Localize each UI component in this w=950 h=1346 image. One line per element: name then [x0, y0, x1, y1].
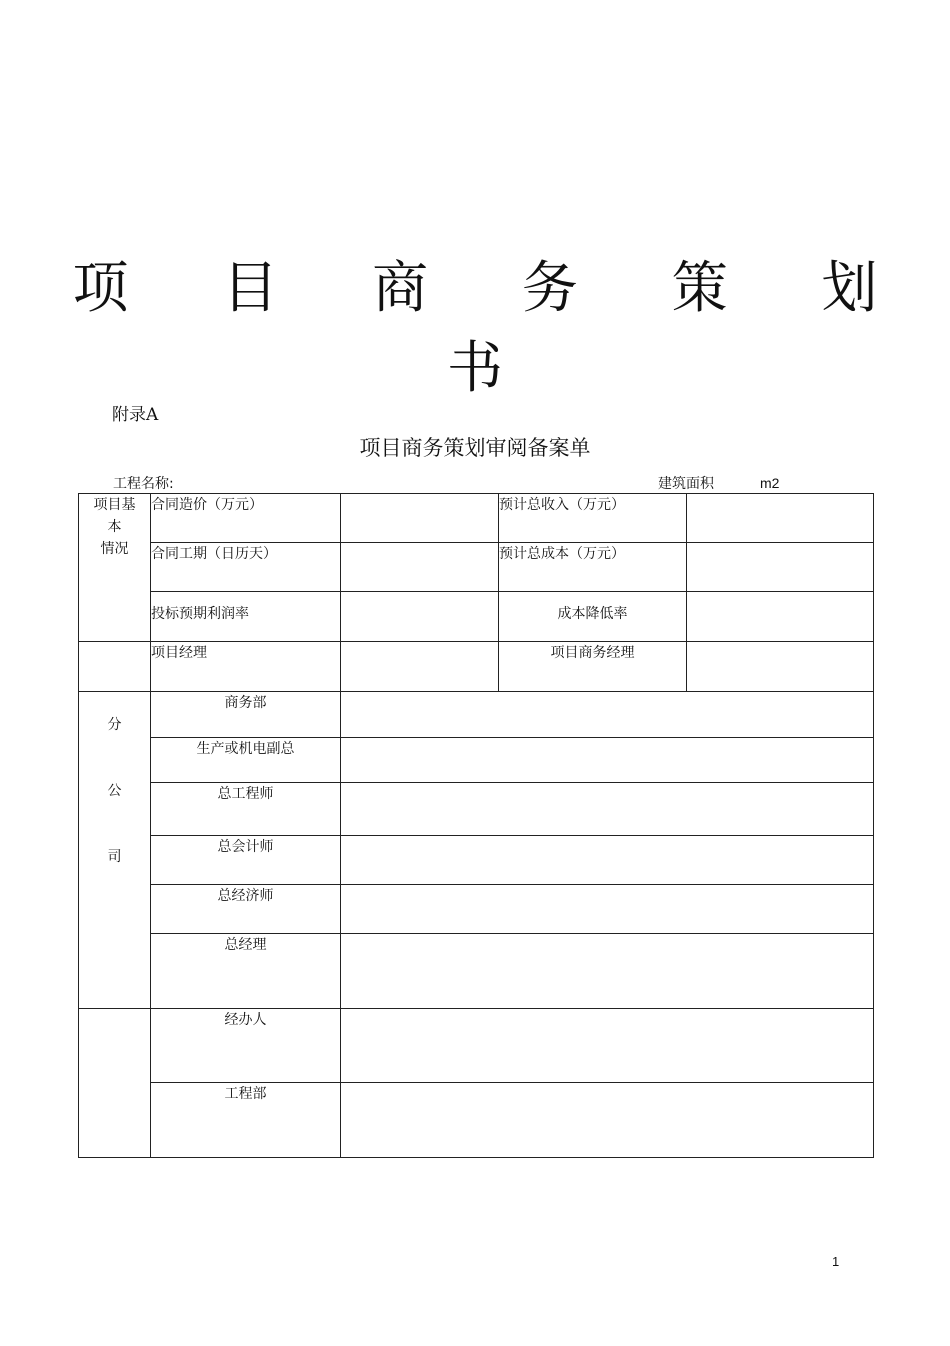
branch-row-label: 商务部 — [151, 692, 341, 738]
building-area-field — [658, 473, 779, 493]
branch-header-char: 司 — [107, 849, 122, 865]
branch-row-label: 总经济师 — [151, 885, 341, 934]
branch-header-char: 分 — [107, 717, 122, 733]
branch-header — [79, 692, 151, 1009]
table-row — [79, 592, 874, 642]
cost-reduction-rate-label: 成本降低率 — [499, 592, 687, 642]
branch-row-value[interactable] — [341, 934, 874, 1009]
main-title: 项 目 商 务 策 划 书 — [72, 256, 916, 401]
contract-period-value[interactable] — [341, 543, 499, 592]
project-business-manager-value[interactable] — [687, 642, 874, 692]
bottom-row-value[interactable] — [341, 1009, 874, 1083]
project-manager-label: 项目经理 — [151, 642, 341, 692]
branch-row-value[interactable] — [341, 836, 874, 885]
contract-period-label: 合同工期（日历天） — [151, 543, 341, 592]
bottom-row-label: 经办人 — [151, 1009, 341, 1083]
project-business-manager-label: 项目商务经理 — [499, 642, 687, 692]
appendix-label: 附录A — [112, 405, 159, 425]
table-row — [79, 934, 874, 1009]
table-row — [79, 885, 874, 934]
expected-revenue-value[interactable] — [687, 494, 874, 543]
page-number: 1 — [832, 1254, 840, 1269]
table-row — [79, 1009, 874, 1083]
branch-row-value[interactable] — [341, 885, 874, 934]
bid-profit-rate-label: 投标预期利润率 — [151, 592, 341, 642]
basic-info-header — [79, 494, 151, 642]
bottom-row-label: 工程部 — [151, 1083, 341, 1158]
branch-row-label: 总会计师 — [151, 836, 341, 885]
form-title: 项目商务策划审阅备案单 — [359, 436, 591, 460]
branch-row-value[interactable] — [341, 738, 874, 783]
cost-reduction-rate-value[interactable] — [687, 592, 874, 642]
table-row — [79, 543, 874, 592]
branch-header-char: 公 — [107, 783, 122, 799]
branch-row-label: 总工程师 — [151, 783, 341, 836]
table-row — [79, 642, 874, 692]
table-row — [79, 1083, 874, 1158]
review-form-table — [78, 493, 874, 1158]
contract-price-label: 合同造价（万元） — [151, 494, 341, 543]
branch-row-label: 生产或机电副总 — [151, 738, 341, 783]
table-row — [79, 692, 874, 738]
branch-row-value[interactable] — [341, 692, 874, 738]
area-unit: m2 — [760, 475, 780, 491]
project-name-label: 工程名称: — [113, 476, 174, 492]
table-row — [79, 738, 874, 783]
project-manager-value[interactable] — [341, 642, 499, 692]
basic-info-header-line: 项目基 — [93, 497, 136, 513]
table-row — [79, 783, 874, 836]
empty-header-cell — [79, 642, 151, 692]
building-area-label: 建筑面积 — [658, 476, 714, 492]
expected-revenue-label: 预计总收入（万元） — [499, 494, 687, 543]
branch-row-label: 总经理 — [151, 934, 341, 1009]
branch-row-value[interactable] — [341, 783, 874, 836]
table-row — [79, 836, 874, 885]
basic-info-header-line: 情况 — [100, 541, 129, 557]
expected-cost-label: 预计总成本（万元） — [499, 543, 687, 592]
basic-info-header-line: 本 — [107, 519, 122, 535]
table-row — [79, 494, 874, 543]
expected-cost-value[interactable] — [687, 543, 874, 592]
contract-price-value[interactable] — [341, 494, 499, 543]
empty-header-cell — [79, 1009, 151, 1158]
bid-profit-rate-value[interactable] — [341, 592, 499, 642]
bottom-row-value[interactable] — [341, 1083, 874, 1158]
